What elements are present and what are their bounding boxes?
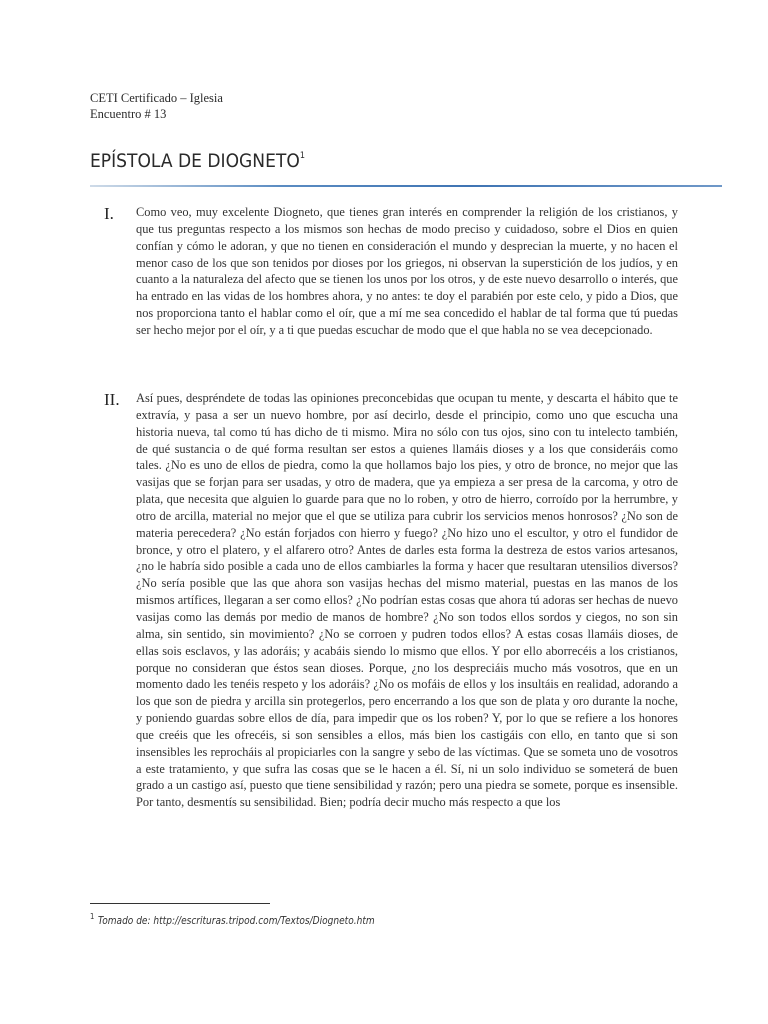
- page-title: [90, 150, 305, 172]
- section-paragraph: Como veo, muy excelente Diogneto, que tienes gran interés en comprender la religión de los cristianos, y que tus preguntas respecto a los mismos son hechas de modo preciso y cuidadoso, sobre el Dios en quien confían y cómo le adoran, y que no tienen en consideración el mundo y desprecian la muerte, y no hacen el menor caso de los que son tenidos por dioses por los griegos, ni observan la superstición de los judíos, y en cuanto a la naturaleza del afecto que se tienen los unos por los otros, y de este nuevo desarrollo o interés, que ha entrado en las vidas de los hombres ahora, y no antes: te doy el parabién por este celo, y pido a Dios, que nos proporciona tanto el hablar como el oír, que a mí me sea concedido el hablar de tal forma que tú puedas ser hecho mejor por el oír, y a ti que puedas escuchar de modo que el que habla no se vea decepcionado.: [136, 205, 678, 337]
- title-footnote-ref[interactable]: 1: [299, 151, 305, 161]
- section-numeral: I.: [104, 204, 114, 223]
- footnote: [90, 912, 375, 927]
- section-numeral: II.: [104, 390, 120, 409]
- header-course-line: CETI Certificado – Iglesia: [90, 91, 223, 105]
- footnote-mark: 1: [90, 912, 95, 921]
- header-meeting-line: Encuentro # 13: [90, 107, 167, 121]
- title-underline-rule: [90, 185, 722, 187]
- document-header: [90, 90, 223, 122]
- section-paragraph: Así pues, despréndete de todas las opiniones preconcebidas que ocupan tu mente, y descarta el hábito que te extravía, y pasa a ser un nuevo hombre, por así decirlo, desde el principio, como uno que escucha una historia nueva, tal como tú has dicho de ti mismo. Mira no sólo con tus ojos, sino con tu intelecto también, de qué sustancia o de qué forma resultan ser estos a quienes llamáis dioses y a los que consideráis como tales. ¿No es uno de ellos de piedra, como la que hollamos bajo los pies, y otro de bronce, no mejor que las vasijas que se forjan para ser usadas, y otro de madera, que ya empieza a ser presa de la carcoma, y otro de plata, que necesita que alguien lo guarde para que no lo roben, y otro de hierro, corroído por la herrumbre, y otro de arcilla, material no mejor que el que se utiliza para cubrir los servicios menos honrosos? ¿No son de materia perecedera? ¿No están forjados con hierro y fuego? ¿No hizo uno el escultor, y otro el fundidor de bronce, y otro el platero, y el alfarero otro? Antes de darles esta forma la destreza de estos varios artesanos, ¿no le habría sido posible a cada uno de ellos cambiarles la forma y hacer que resultaran utensilios diversos? ¿No sería posible que las que ahora son vasijas hechas del mismo material, puestas en las manos de los mismos artífices, llegaran a ser como ellos? ¿No podrían estas cosas que ahora tú adoras ser hechas de nuevo vasijas como las demás por medio de manos de hombre? ¿No son todos ellos sordos y ciegos, no son sin alma, sin sentido, sin movimiento? ¿No se corroen y pudren todos ellos? A estas cosas llamáis dioses, de ellas sois esclavos, y las adoráis; y acabáis siendo lo mismo que ellos. Y por ello aborrecéis a los cristianos, porque no consideran que éstos sean dioses. Porque, ¿no los despreciáis mucho más vosotros, que en un momento dado les tenéis respeto y los adoráis? ¿No os mofáis de ellos y los insultáis en realidad, adorando a los que son de piedra y arcilla sin protegerlos, pero encerrando a los que son de plata y oro durante la noche, y poniendo guardas sobre ellos de día, para impedir que os los roben? Y, por lo que se refiere a los honores que creéis que les ofrecéis, si son sensibles a ellos, más bien los castigáis con ello, en tanto que si son insensibles les reprocháis al propiciarles con la sangre y sebo de las víctimas. Que se someta uno de vosotros a este tratamiento, y que sufra las cosas que se le hacen a él. Sí, ni un solo individuo se someterá de buen grado a un castigo así, puesto que tiene sensibilidad y razón; pero una piedra se somete, porque es insensible. Por tanto, desmentís su sensibilidad. Bien; podría decir mucho más respecto a que los: [136, 391, 678, 810]
- page-title-text: EPÍSTOLA DE DIOGNETO: [90, 150, 300, 172]
- footnote-source-link[interactable]: Tomado de: http://escrituras.tripod.com/Textos/Diogneto.htm: [97, 915, 375, 927]
- footnote-separator: [90, 903, 270, 904]
